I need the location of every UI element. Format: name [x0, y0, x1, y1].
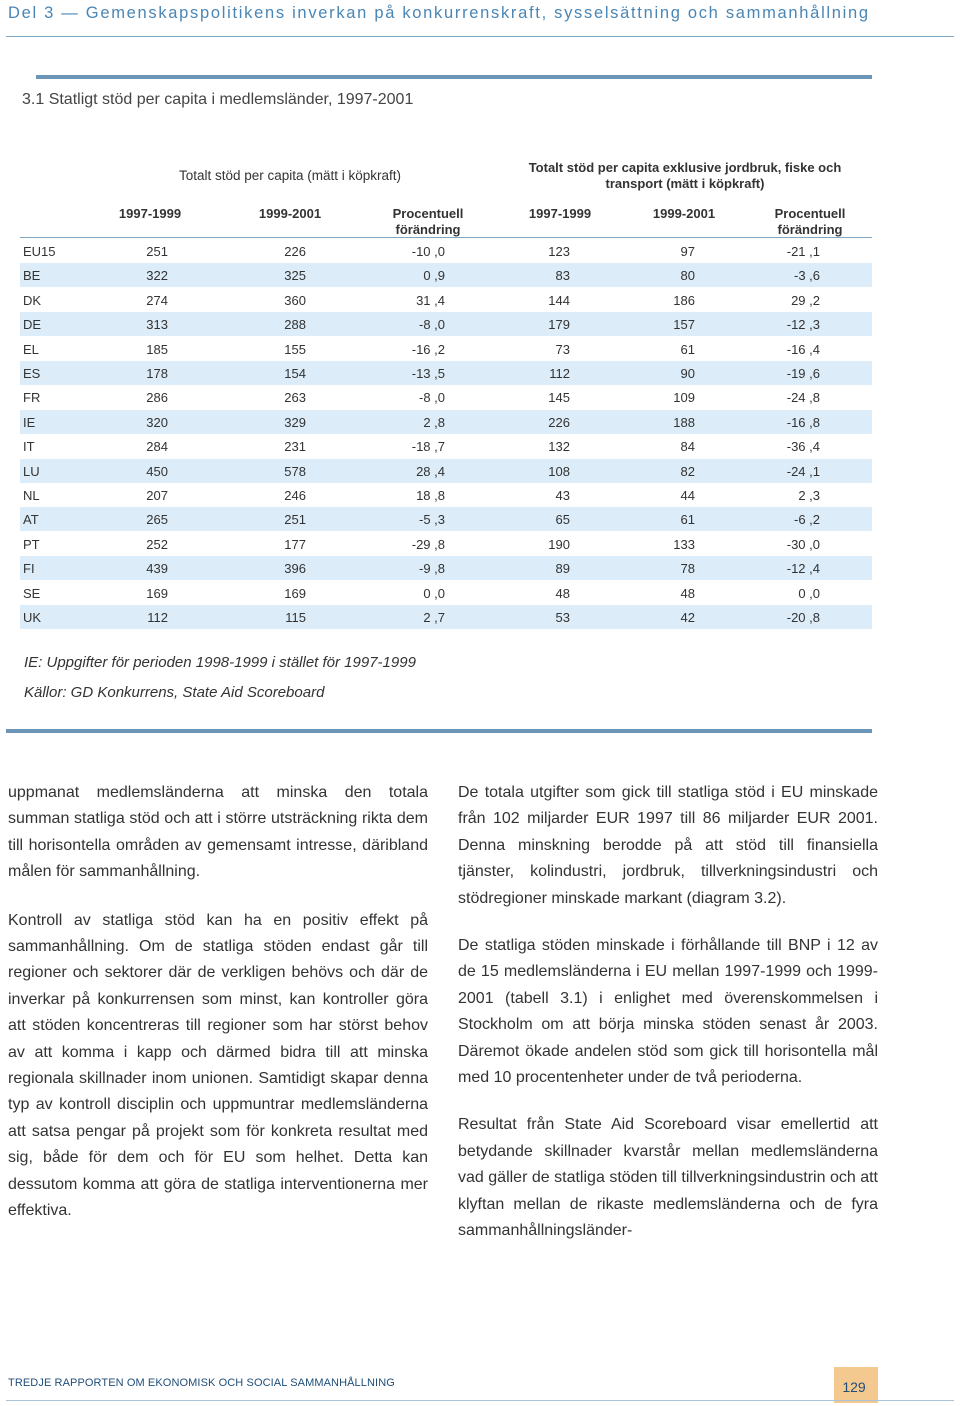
- value-cell: 42: [680, 610, 695, 625]
- change-cell: -13 ,5: [411, 366, 445, 381]
- value-cell: 97: [680, 244, 695, 259]
- country-cell: FI: [23, 561, 35, 577]
- col-header-b-1999: 1999-2001: [652, 206, 716, 221]
- table-bottom-rule: [6, 729, 872, 733]
- value-cell: 439: [146, 561, 168, 577]
- value-cell: 329: [284, 414, 306, 430]
- change-cell: 2 ,3: [798, 488, 820, 503]
- value-cell: 133: [673, 536, 695, 552]
- table-row: [20, 288, 872, 312]
- group-header-excl-line2: transport (mätt i köpkraft): [605, 176, 765, 191]
- value-cell: 123: [548, 244, 570, 259]
- value-cell: 226: [284, 244, 306, 259]
- change-cell: 18 ,8: [416, 488, 445, 503]
- country-cell: AT: [23, 512, 39, 528]
- value-cell: 78: [680, 561, 695, 577]
- value-cell: 578: [284, 463, 306, 479]
- change-cell: -30 ,0: [786, 536, 820, 552]
- change-cell: -10 ,0: [411, 244, 445, 259]
- value-cell: 179: [548, 317, 570, 333]
- change-cell: 2 ,8: [423, 414, 445, 430]
- country-cell: EL: [23, 341, 39, 357]
- value-cell: 450: [146, 463, 168, 479]
- table-row: [20, 410, 872, 434]
- group-header-excl: [480, 160, 890, 192]
- table-row: [20, 483, 872, 507]
- country-cell: UK: [23, 610, 42, 625]
- change-cell: -8 ,0: [418, 317, 445, 333]
- country-cell: DK: [23, 292, 42, 308]
- value-cell: 177: [284, 536, 306, 552]
- country-cell: BE: [23, 268, 41, 284]
- right-paragraph-2: De statliga stöden minskade i förhållande till BNP i 12 av de 15 medlemsländerna i EU mellan 1997-1999 och 1999-2001 (tabell 3.1) i enlighet med överenskommelsen i Stockholm om att börja minska stöden senast år 2003. Däremot ökade andelen stöd som gick till horisontella mål med 10 procentenheter under de två perioderna.: [458, 937, 878, 1087]
- header-divider: [6, 36, 954, 37]
- col-header-a-1997: 1997-1999: [118, 206, 182, 221]
- table-row: [20, 605, 872, 629]
- value-cell: 320: [146, 414, 168, 430]
- value-cell: 112: [147, 610, 168, 625]
- value-cell: 322: [146, 268, 168, 284]
- col-header-b-change: [758, 206, 862, 238]
- table-row: [20, 312, 872, 336]
- value-cell: 246: [284, 488, 306, 503]
- body-right-column: [458, 780, 878, 1245]
- change-cell: -5 ,3: [418, 512, 445, 528]
- change-cell: -21 ,1: [786, 244, 820, 259]
- country-cell: PT: [23, 536, 40, 552]
- value-cell: 112: [549, 366, 570, 381]
- table-row: [20, 581, 872, 605]
- table-row: [20, 459, 872, 483]
- country-cell: IE: [23, 414, 36, 430]
- change-cell: 0 ,0: [423, 585, 445, 601]
- value-cell: 53: [555, 610, 570, 625]
- country-cell: FR: [23, 390, 41, 406]
- change-cell: 29 ,2: [791, 292, 820, 308]
- value-cell: 169: [284, 585, 306, 601]
- change-cell: -18 ,7: [411, 439, 445, 455]
- change-cell: 31 ,4: [416, 292, 445, 308]
- value-cell: 286: [146, 390, 168, 406]
- value-cell: 188: [673, 414, 695, 430]
- value-cell: 190: [548, 536, 570, 552]
- value-cell: 61: [680, 341, 695, 357]
- col-header-a-change: [376, 206, 480, 238]
- table-row: [20, 385, 872, 409]
- value-cell: 325: [284, 268, 306, 284]
- country-cell: SE: [23, 585, 41, 601]
- value-cell: 144: [548, 292, 570, 308]
- value-cell: 185: [146, 341, 168, 357]
- value-cell: 84: [680, 439, 695, 455]
- table-top-rule: [36, 75, 872, 79]
- value-cell: 108: [548, 463, 570, 479]
- value-cell: 61: [680, 512, 695, 528]
- value-cell: 251: [284, 512, 306, 528]
- value-cell: 360: [284, 292, 306, 308]
- value-cell: 265: [146, 512, 168, 528]
- col-header-b-change-line2: förändring: [777, 222, 843, 237]
- value-cell: 284: [146, 439, 168, 455]
- col-header-a-1999: 1999-2001: [258, 206, 322, 221]
- change-cell: -24 ,8: [786, 390, 820, 406]
- table-row: [20, 507, 872, 531]
- change-cell: -8 ,0: [418, 390, 445, 406]
- col-header-b-change-line1: Procentuell: [774, 206, 846, 221]
- country-cell: EU15: [23, 244, 56, 259]
- value-cell: 231: [284, 439, 306, 455]
- table-header-divider: [20, 237, 872, 238]
- value-cell: 154: [284, 366, 306, 381]
- col-header-b-1997: 1997-1999: [528, 206, 592, 221]
- value-cell: 80: [680, 268, 695, 284]
- value-cell: 288: [284, 317, 306, 333]
- value-cell: 115: [285, 610, 306, 625]
- change-cell: -19 ,6: [786, 366, 820, 381]
- value-cell: 207: [146, 488, 168, 503]
- change-cell: 0 ,9: [423, 268, 445, 284]
- change-cell: -3 ,6: [793, 268, 820, 284]
- table-row: [20, 263, 872, 287]
- footer-report-title: TREDJE RAPPORTEN OM EKONOMISK OCH SOCIAL SAMMANHÅLLNING: [8, 1377, 395, 1389]
- table-row: [20, 532, 872, 556]
- change-cell: -6 ,2: [793, 512, 820, 528]
- table-title: 3.1 Statligt stöd per capita i medlemsländer, 1997-2001: [22, 91, 414, 108]
- value-cell: 73: [555, 341, 570, 357]
- country-cell: NL: [23, 488, 40, 503]
- change-cell: 0 ,0: [798, 585, 820, 601]
- change-cell: 28 ,4: [416, 463, 445, 479]
- change-cell: -16 ,8: [786, 414, 820, 430]
- value-cell: 43: [555, 488, 570, 503]
- group-header-total: Totalt stöd per capita (mätt i köpkraft): [178, 168, 402, 183]
- page-number: 129: [842, 1379, 866, 1395]
- col-header-a-change-line2: förändring: [395, 222, 461, 237]
- value-cell: 186: [673, 292, 695, 308]
- left-paragraph-2: Kontroll av statliga stöd kan ha en positiv effekt på sammanhållning. Om de statliga stöden endast går till regioner och sektorer där de verkligen behövs och där de inverkar på konkurrensen som minst, kan kontroller göra att stöden koncentreras till regioner som har störst behov av att komma i kapp och därmed bidra till att minska regionala skillnader inom unionen. Samtidigt skapar denna typ av kontroll disciplin och uppmuntrar medlemsländerna att satsa pengar på projekt som för konkreta resultat med sig, både för dem och för EU som helhet. Detta kan dessutom komma att göra de statliga interventionerna mer effektiva.: [8, 911, 428, 1220]
- change-cell: -12 ,3: [786, 317, 820, 333]
- change-cell: -24 ,1: [786, 463, 820, 479]
- right-paragraph-3: Resultat från State Aid Scoreboard visar emellertid att betydande skillnader kvarstår mellan medlemsländerna vad gäller de statliga stöden till tillverkningsindustrin och att klyftan mellan de rikaste medlemsländerna och de fyra sammanhållningsländer-: [458, 1116, 878, 1240]
- table-row: [20, 434, 872, 458]
- country-cell: IT: [23, 439, 35, 455]
- change-cell: -16 ,4: [786, 341, 820, 357]
- country-cell: ES: [23, 366, 41, 381]
- value-cell: 252: [146, 536, 168, 552]
- value-cell: 155: [284, 341, 306, 357]
- value-cell: 169: [146, 585, 168, 601]
- table-row: [20, 556, 872, 580]
- right-paragraph-1: De totala utgifter som gick till statliga stöd i EU minskade från 102 miljarder EUR 1997 till 86 miljarder EUR 2001. Denna minskning berodde på att stöd till finansiella tjänster, kolindustri, jordbruk, tillverkningsindustri och stödregioner minskade markant (diagram 3.2).: [458, 784, 878, 907]
- change-cell: -12 ,4: [786, 561, 820, 577]
- value-cell: 83: [555, 268, 570, 284]
- table-row: [20, 361, 872, 385]
- value-cell: 396: [284, 561, 306, 577]
- footer-rule: [6, 1400, 954, 1401]
- country-cell: DE: [23, 317, 42, 333]
- change-cell: -20 ,8: [786, 610, 820, 625]
- value-cell: 132: [548, 439, 570, 455]
- value-cell: 89: [555, 561, 570, 577]
- value-cell: 226: [548, 414, 570, 430]
- value-cell: 48: [555, 585, 570, 601]
- value-cell: 313: [146, 317, 168, 333]
- value-cell: 65: [555, 512, 570, 528]
- table-note: IE: Uppgifter för perioden 1998-1999 i stället för 1997-1999: [24, 654, 416, 671]
- change-cell: -16 ,2: [411, 341, 445, 357]
- table-row: [20, 239, 872, 263]
- change-cell: 2 ,7: [423, 610, 445, 625]
- value-cell: 251: [146, 244, 168, 259]
- value-cell: 82: [680, 463, 695, 479]
- value-cell: 263: [284, 390, 306, 406]
- table-row: [20, 337, 872, 361]
- value-cell: 274: [146, 292, 168, 308]
- value-cell: 157: [673, 317, 695, 333]
- country-cell: LU: [23, 463, 40, 479]
- value-cell: 90: [680, 366, 695, 381]
- group-header-excl-line1: Totalt stöd per capita exklusive jordbruk, fiske och: [528, 160, 842, 175]
- col-header-a-change-line1: Procentuell: [392, 206, 464, 221]
- table-source: Källor: GD Konkurrens, State Aid Scoreboard: [24, 684, 325, 701]
- change-cell: -36 ,4: [786, 439, 820, 455]
- value-cell: 109: [673, 390, 695, 406]
- value-cell: 178: [146, 366, 168, 381]
- value-cell: 145: [548, 390, 570, 406]
- body-left-column: [8, 780, 428, 1225]
- value-cell: 48: [680, 585, 695, 601]
- left-paragraph-1: uppmanat medlemsländerna att minska den totala summan statliga stöd och att i större utsträckning rikta dem till horisontella områden av gemensamt intresse, däribland målen för sammanhållning.: [8, 784, 428, 881]
- change-cell: -29 ,8: [411, 536, 445, 552]
- change-cell: -9 ,8: [418, 561, 445, 577]
- running-header: Del 3 — Gemenskapspolitikens inverkan på konkurrenskraft, sysselsättning och sammanhållning: [8, 4, 870, 22]
- value-cell: 44: [680, 488, 695, 503]
